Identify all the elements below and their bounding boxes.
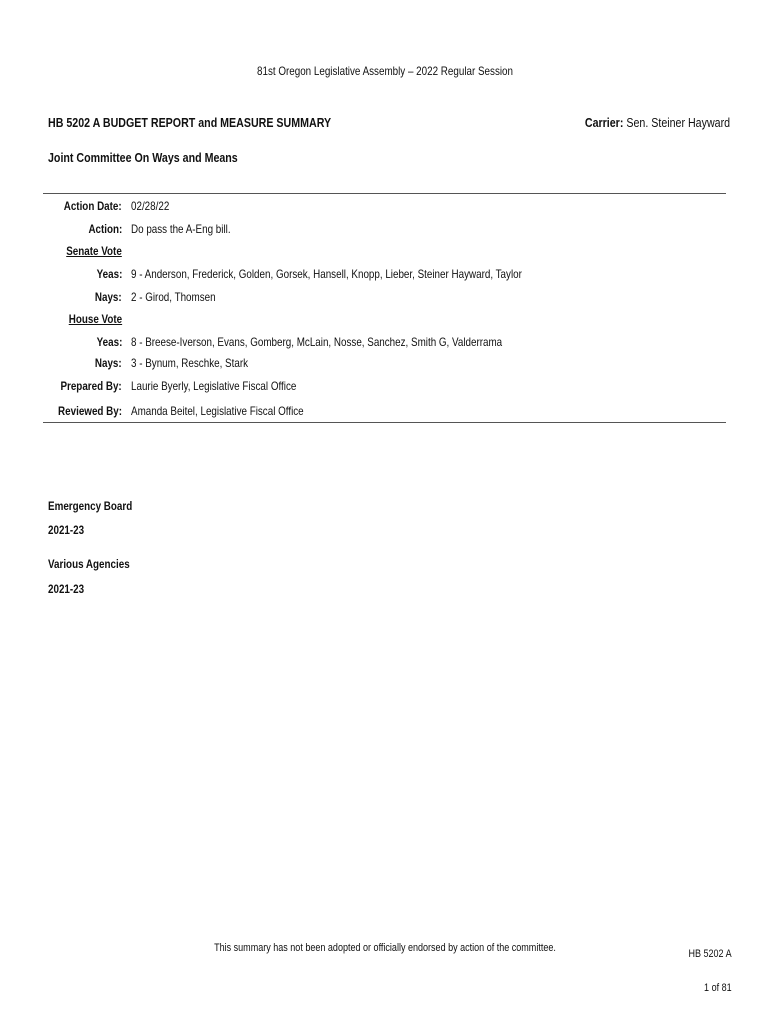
senate-nays-value: 2 - Girod, Thomsen [131, 290, 216, 304]
action-row [0, 222, 770, 244]
house-yeas-value: 8 - Breese-Iverson, Evans, Gomberg, McLain, Nosse, Sanchez, Smith G, Valderrama [131, 335, 503, 349]
senate-nays-label: Nays: [95, 290, 122, 304]
section-various-agencies: Various Agencies [48, 557, 130, 571]
house-nays-label: Nays: [95, 356, 122, 370]
committee-name: Joint Committee On Ways and Means [48, 150, 238, 165]
senate-vote-heading: Senate Vote [66, 244, 122, 258]
carrier-name: Sen. Steiner Hayward [626, 115, 730, 130]
house-vote-heading: House Vote [68, 312, 122, 326]
house-vote-row [0, 312, 770, 334]
action-date-value: 02/28/22 [131, 199, 170, 213]
section-emergency-board-period: 2021-23 [48, 523, 85, 537]
action-value: Do pass the A-Eng bill. [131, 222, 231, 236]
footer-bill-id: HB 5202 A [688, 948, 732, 960]
session-title: 81st Oregon Legislative Assembly – 2022 Regular Session [257, 64, 513, 78]
carrier [585, 115, 730, 130]
prepared-by-label: Prepared By: [60, 379, 122, 393]
reviewed-by-label: Reviewed By: [58, 404, 122, 418]
prepared-by-value: Laurie Byerly, Legislative Fiscal Office [131, 379, 297, 393]
action-date-row [0, 199, 770, 221]
senate-yeas-label: Yeas: [96, 267, 122, 281]
house-nays-value: 3 - Bynum, Reschke, Stark [131, 356, 249, 370]
bill-title: HB 5202 A BUDGET REPORT and MEASURE SUMMARY [48, 115, 332, 130]
house-yeas-label: Yeas: [96, 335, 122, 349]
action-date-label: Action Date: [64, 199, 122, 213]
carrier-label: Carrier: [584, 115, 624, 130]
senate-vote-row [0, 244, 770, 266]
bottom-divider [43, 422, 726, 423]
senate-yeas-value: 9 - Anderson, Frederick, Golden, Gorsek, Hansell, Knopp, Lieber, Steiner Hayward, Taylor [131, 267, 522, 281]
footer-disclaimer: This summary has not been adopted or officially endorsed by action of the committee. [214, 942, 556, 954]
house-yeas-row [0, 335, 770, 357]
house-nays-row [0, 356, 770, 378]
senate-nays-row [0, 290, 770, 312]
reviewed-by-value: Amanda Beitel, Legislative Fiscal Office [131, 404, 304, 418]
section-various-agencies-period: 2021-23 [48, 582, 85, 596]
footer-page-number: 1 of 81 [704, 982, 732, 994]
action-label: Action: [88, 222, 122, 236]
section-emergency-board: Emergency Board [48, 499, 133, 513]
top-divider [43, 193, 726, 194]
senate-yeas-row [0, 267, 770, 289]
prepared-by-row [0, 379, 770, 401]
